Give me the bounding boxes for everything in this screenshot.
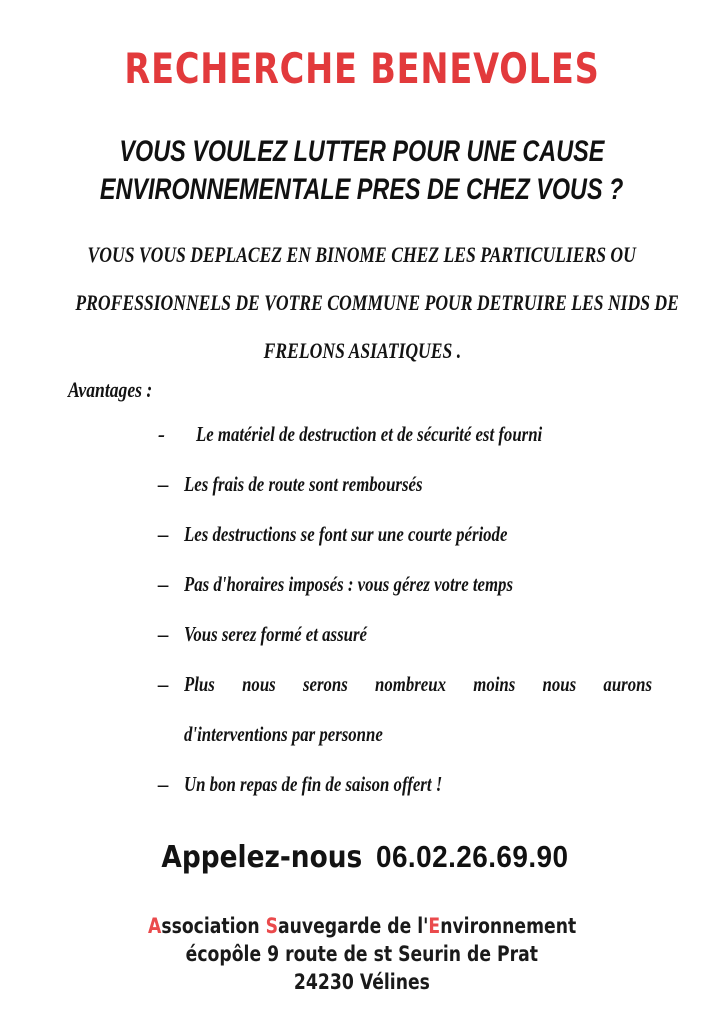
footer: [0, 912, 724, 996]
list-item: [158, 459, 724, 509]
bullet-dash: –: [158, 472, 169, 496]
list-item-text: Les destructions se font sur une courte période: [184, 522, 508, 546]
list-item: [158, 659, 724, 759]
association-name: [148, 912, 576, 940]
list-item-text: Un bon repas de fin de saison offert !: [184, 772, 443, 796]
list-item: [158, 609, 724, 659]
association-name-part: auvegarde de l': [277, 914, 429, 938]
list-item-text-line-1: Plus nous serons nombreux moins nous aurons: [184, 672, 652, 696]
advantages-heading-text: Avantages :: [68, 377, 153, 402]
bullet-dash: –: [158, 672, 169, 696]
subtitle-line-1: VOUS VOULEZ LUTTER POUR UNE CAUSE: [119, 135, 605, 168]
intro-line-3: FRELONS ASIATIQUES .: [263, 338, 461, 363]
contact-phone-line: [0, 835, 724, 884]
association-name-part: ssociation: [161, 914, 266, 938]
list-item-text: [184, 659, 724, 759]
flyer-title-text: RECHERCHE BENEVOLES: [124, 44, 600, 93]
address-line-2: 24230 Vélines: [294, 970, 430, 994]
association-initial-e: E: [428, 914, 441, 938]
bullet-dash: –: [158, 572, 169, 596]
phone-number: 06.02.26.69.90: [375, 839, 569, 874]
subtitle-line-2: ENVIRONNEMENTALE PRES DE CHEZ VOUS ?: [100, 173, 624, 206]
address-line-1: écopôle 9 route de st Seurin de Prat: [185, 942, 539, 966]
list-item: [158, 759, 724, 809]
list-item-text: Les frais de route sont remboursés: [184, 472, 423, 496]
flyer-title: [0, 0, 724, 101]
association-initial-a: A: [147, 914, 162, 938]
list-item-text-line-2: d'interventions par personne: [184, 722, 383, 746]
intro-line-1: VOUS VOUS DEPLACEZ EN BINOME CHEZ LES PARTICULIERS OU: [87, 242, 637, 267]
intro-line-2: PROFESSIONNELS DE VOTRE COMMUNE POUR DETRUIRE LES NIDS DE: [75, 290, 679, 315]
intro-paragraph: [0, 231, 724, 375]
association-name-part: nvironnement: [440, 914, 577, 938]
advantages-heading: [68, 375, 724, 405]
bullet-dash: –: [158, 522, 169, 546]
association-initial-s: S: [265, 914, 278, 938]
list-item-text: Vous serez formé et assuré: [184, 622, 367, 646]
advantages-list: [158, 409, 724, 809]
flyer-subtitle: [0, 135, 724, 211]
list-item: [158, 409, 724, 459]
bullet-dash: –: [158, 772, 169, 796]
bullet-dash: -: [158, 422, 165, 446]
list-item-text: Le matériel de destruction et de sécurité est fourni: [196, 422, 543, 446]
bullet-dash: –: [158, 622, 169, 646]
list-item-text: Pas d'horaires imposés : vous gérez votre temps: [184, 572, 513, 596]
list-item: [158, 559, 724, 609]
list-item: [158, 509, 724, 559]
call-us-label: Appelez-nous: [161, 840, 363, 875]
